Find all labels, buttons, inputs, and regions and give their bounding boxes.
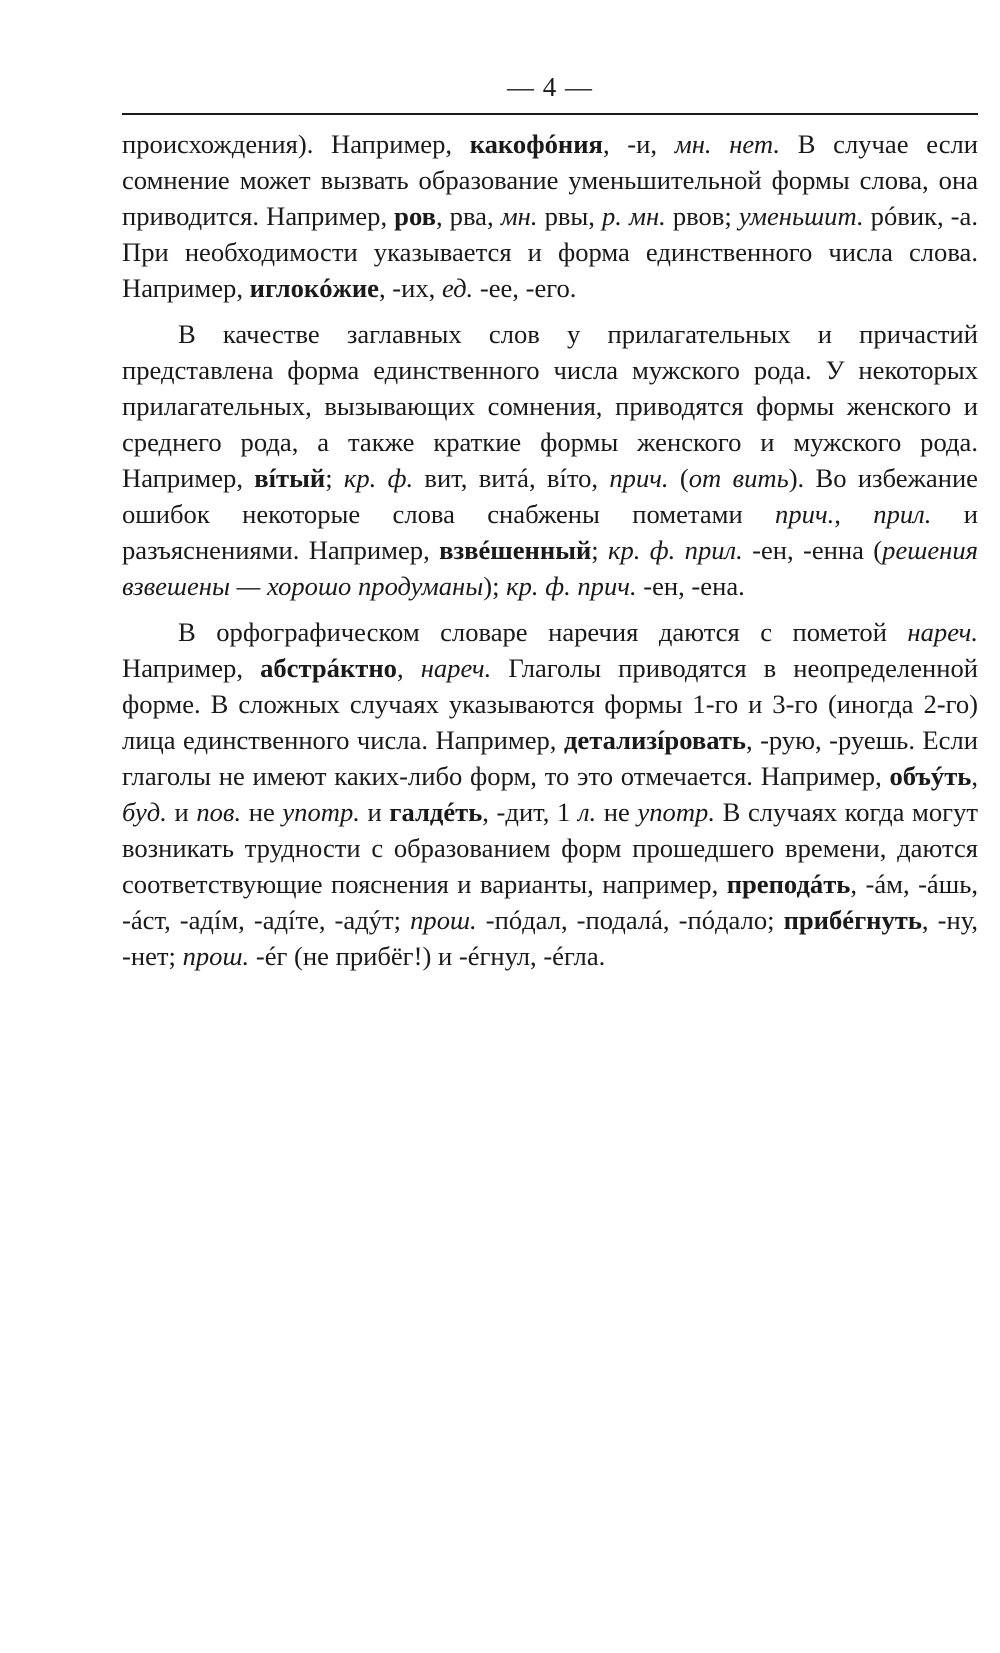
header-rule — [122, 113, 978, 115]
body-text — [122, 126, 978, 984]
paragraph-1: происхождения). Например, какофóния, -и, мн. нет. В случае если сомнение может вызвать образование уменьшительной формы слова, она приводится. Например, ров, рва, мн. рвы, р. мн. рвов; уменьшит. рóвик, -а. При необходимости указывается и форма единственного числа слова. Например, иглокóжие, -их, ед. -ее, -его. — [122, 129, 979, 303]
paragraph-2: В качестве заглавных слов у прилагательных и причастий представлена форма единственного числа мужского рода. У некоторых прилагательных, вызывающих сомнения, приводятся формы женского и среднего рода, а также краткие формы женского и мужского рода. Например, вíтый; кр. ф. вит, витá, вíто, прич. (от вить). Во избежание ошибок некоторые слова снабжены пометами прич., прил. и разъяснениями. Например, взвéшенный; кр. ф. прил. -ен, -енна (решения взвешены — хорошо продуманы); кр. ф. прич. -ен, -ена. — [122, 319, 978, 601]
paragraph-3: В орфографическом словаре наречия даются с пометой нареч. Например, абстрáктно, нареч. Глаголы приводятся в неопределенной форме. В сложных случаях указываются формы 1-го и 3-го (иногда 2-го) лица единственного числа. Например, детализíровать, -рую, -руешь. Если глаголы не имеют каких-либо форм, то это отмечается. Например, объýть, буд. и пов. не употр. и галдéть, -дит, 1 л. не употр. В случаях когда могут возникать трудности с образованием форм прошедшего времени, даются соответствующие пояснения и варианты, например, преподáть, -áм, -áшь, -áст, -адíм, -адíте, -адýт; прош. -пóдал, -подалá, -пóдало; прибéгнуть, -ну, -нет; прош. -éг (не прибёг!) и -éгнул, -éгла. — [122, 617, 978, 971]
page-number: — 4 — — [507, 72, 593, 102]
